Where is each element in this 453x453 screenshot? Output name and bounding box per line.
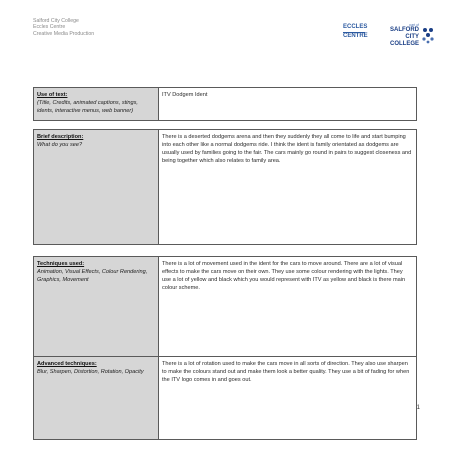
advanced-techniques-title: Advanced techniques: bbox=[37, 361, 97, 367]
use-of-text-table bbox=[33, 87, 417, 121]
use-of-text-label-cell bbox=[34, 88, 159, 121]
logos bbox=[343, 20, 433, 50]
salford-logo-line-1: SALFORD bbox=[390, 27, 419, 34]
salford-logo-line-2: CITY bbox=[405, 34, 419, 40]
college-header bbox=[33, 18, 94, 37]
header-line-course: Creative Media Production bbox=[33, 30, 95, 37]
use-of-text-title: Use of text: bbox=[37, 92, 68, 98]
advanced-techniques-row bbox=[34, 357, 417, 440]
salford-city-college-logo bbox=[379, 24, 419, 48]
techniques-used-content: There is a lot of movement used in the ident for the cars to move around. There are a lot of visual effects to make the cars move on their own. They use some colour rendering with the lights. They use a lot of yellow and black which you would represent with ITV as yellow and black is there main colour scheme. bbox=[159, 257, 417, 357]
brief-description-title: Brief description: bbox=[37, 134, 84, 140]
brief-description-table bbox=[33, 129, 417, 245]
techniques-used-row bbox=[34, 257, 417, 357]
advanced-techniques-subtitle: Blur, Sharpen, Distortion, Rotation, Opacity bbox=[37, 369, 144, 375]
eccles-logo-line-1: ECCLES bbox=[343, 24, 368, 30]
use-of-text-row bbox=[34, 88, 417, 121]
techniques-used-label-cell bbox=[34, 257, 159, 357]
header-line-centre: Eccles Centre bbox=[33, 24, 66, 31]
brief-description-label-cell bbox=[34, 130, 159, 245]
college-crest-icon bbox=[421, 26, 435, 44]
use-of-text-subtitle: (Title, Credits, animated captions, stings, idents, interactive menus, web banner) bbox=[37, 100, 138, 114]
eccles-logo-line-2: CENTRE bbox=[343, 33, 368, 39]
header-line-college: Salford City College bbox=[33, 18, 79, 24]
brief-description-content: There is a deserted dodgems arena and then they suddenly they all come to life and start bumping into each other like a normal dodgems ride. I think the ident is family orientated as dodgems are usually used by families going to the fair. The cars mainly go round in pairs to suggest closeness and being together which also relates to family area. bbox=[159, 130, 417, 245]
page-number: 1 bbox=[416, 405, 420, 411]
brief-description-subtitle: What do you see? bbox=[37, 142, 83, 148]
advanced-techniques-label-cell bbox=[34, 357, 159, 440]
brief-description-row bbox=[34, 130, 417, 245]
techniques-table bbox=[33, 256, 417, 440]
advanced-techniques-content: There is a lot of rotation used to make the cars move in all sorts of direction. They also use sharpen to make the colours stand out and make them look a better quality. They use a bit of fading for when the ITV logo comes in and goes out. bbox=[159, 357, 417, 440]
salford-logo-line-3: COLLEGE bbox=[389, 40, 419, 47]
techniques-used-title: Techniques used: bbox=[37, 261, 85, 267]
salford-logo-small: part of bbox=[409, 23, 419, 27]
techniques-used-subtitle: Animation, Visual Effects, Colour Rendering, Graphics, Movement bbox=[37, 269, 148, 283]
eccles-centre-logo bbox=[343, 24, 371, 46]
use-of-text-content: ITV Dodgem Ident bbox=[159, 88, 417, 121]
